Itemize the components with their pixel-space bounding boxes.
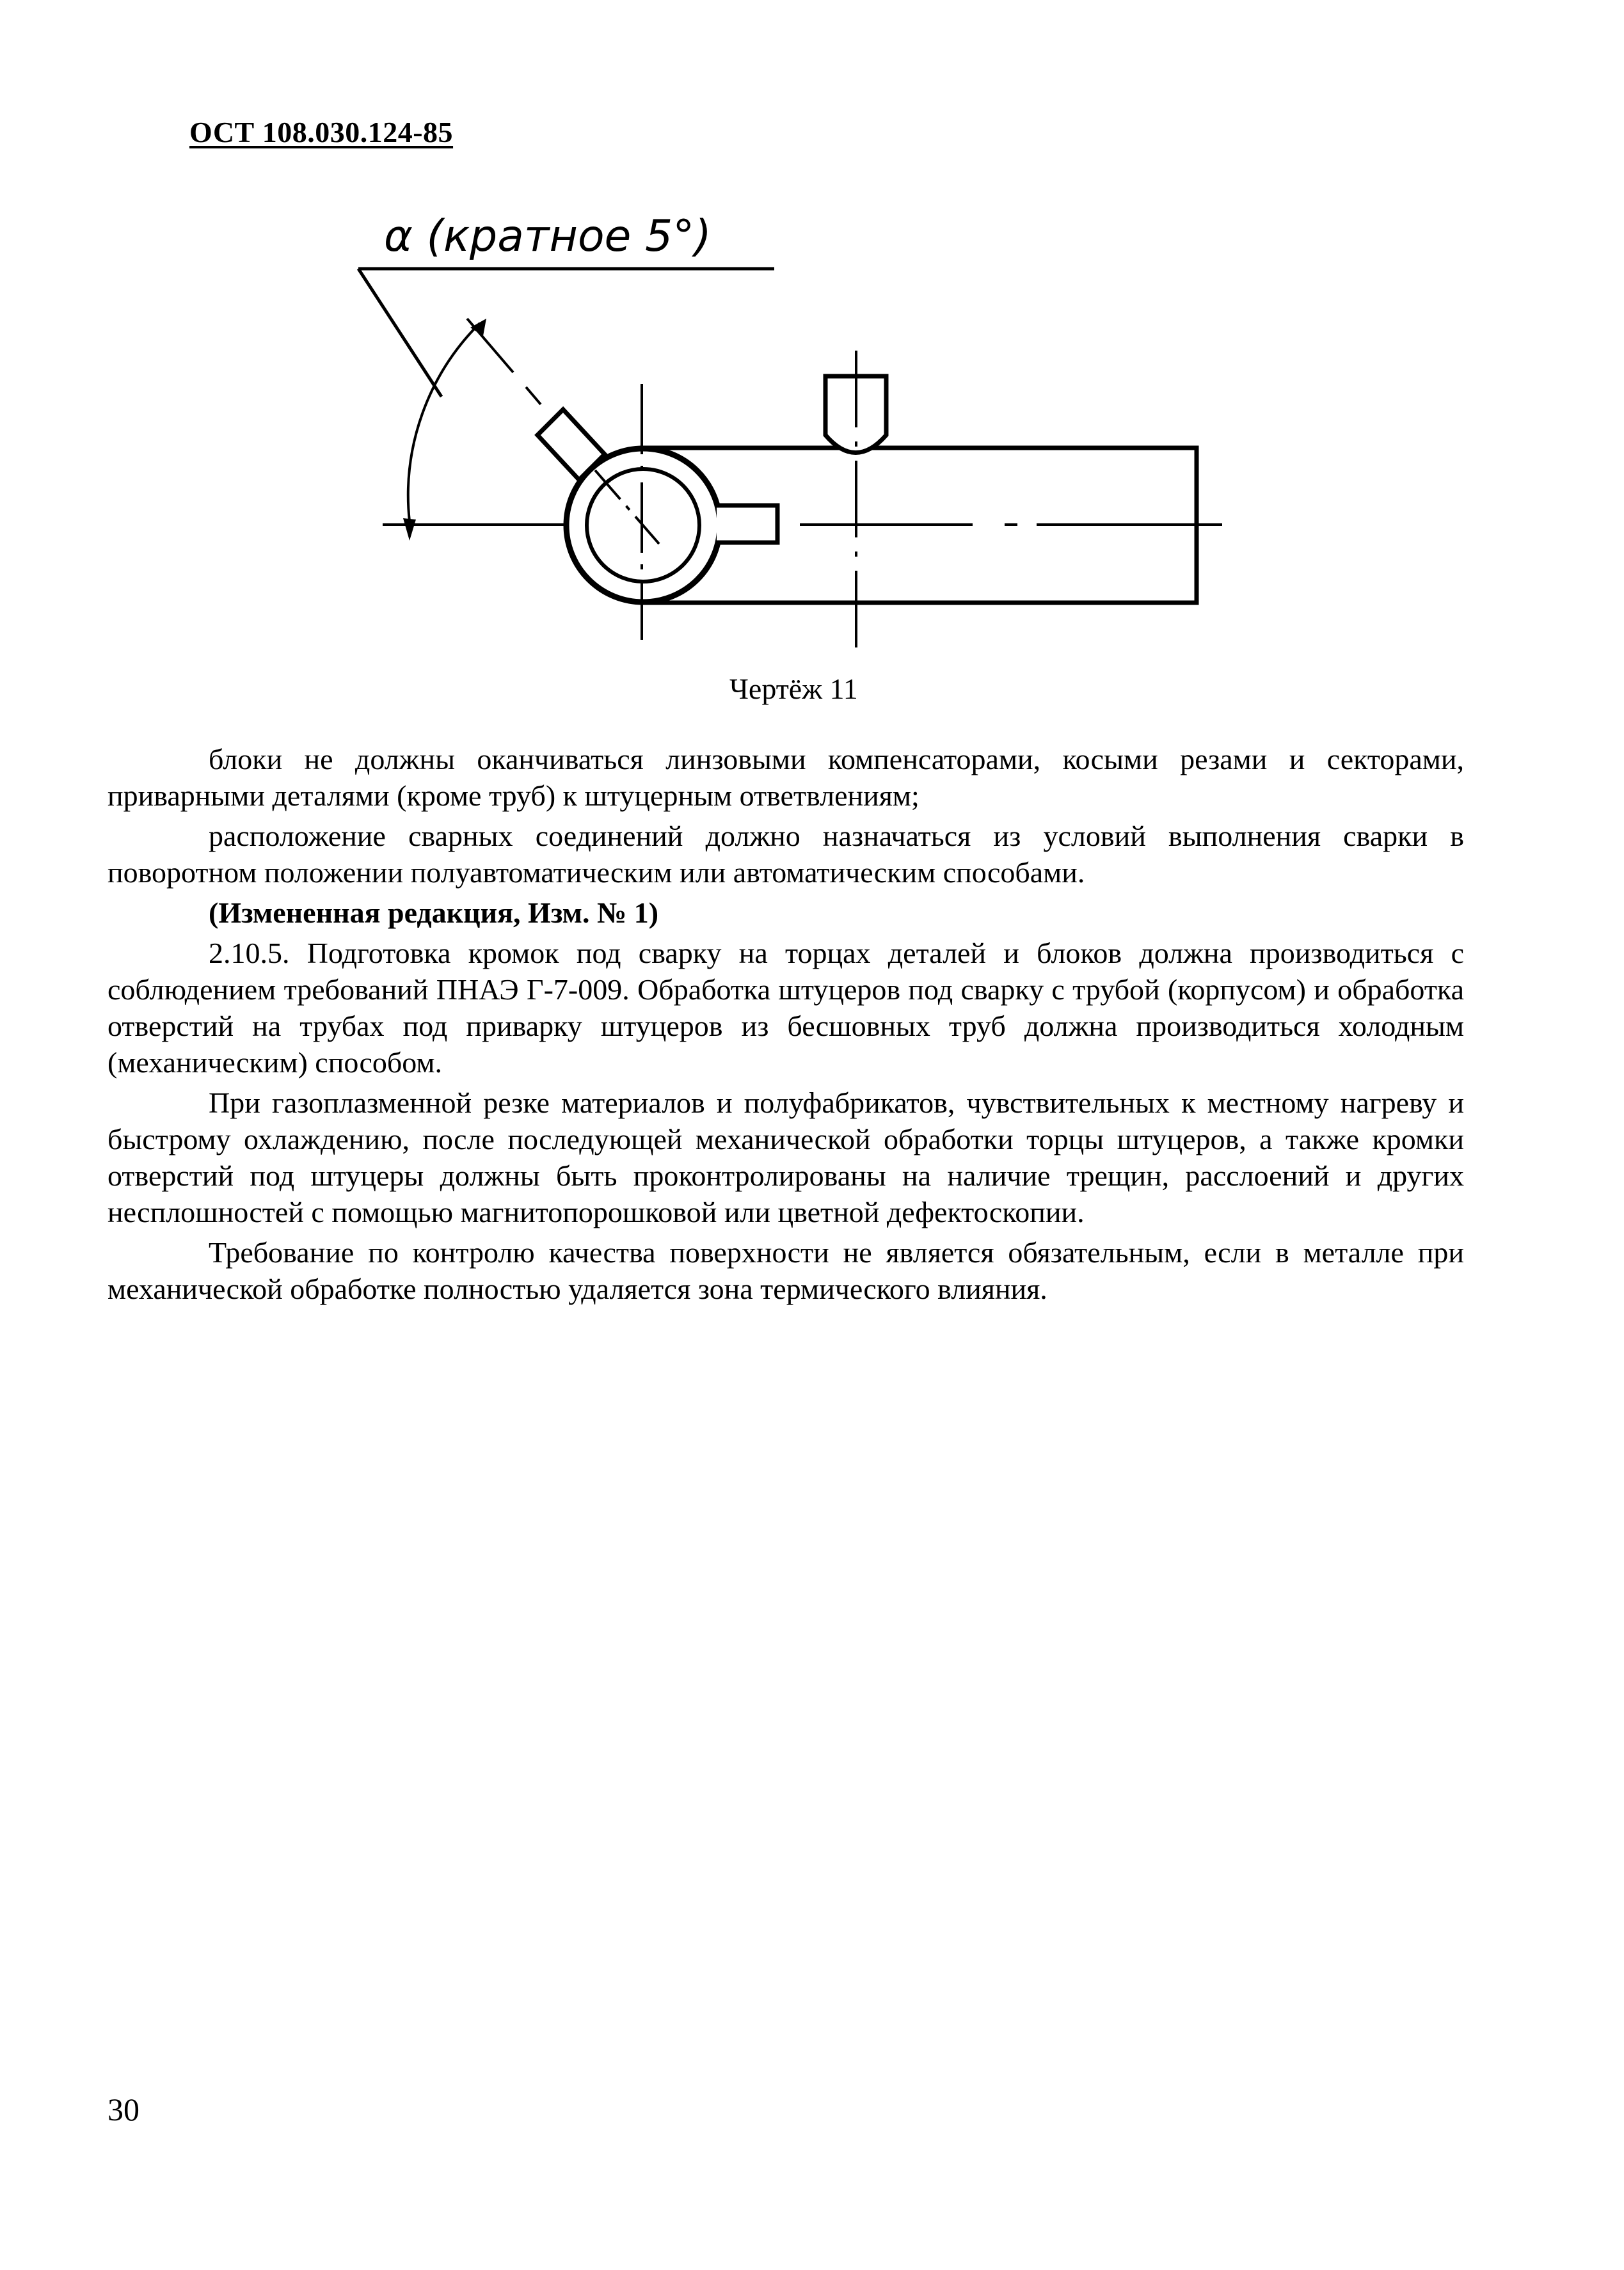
leader-line xyxy=(358,269,442,397)
document-code: ОСТ 108.030.124-85 xyxy=(189,116,454,148)
body-text xyxy=(107,741,1464,1311)
page-number: 30 xyxy=(107,2091,139,2127)
paragraph: блоки не должны оканчиваться линзовыми компенсаторами, косыми резами и секторами, приварными деталями (кроме труб) к штуцерным ответвлениям; xyxy=(107,743,1464,812)
angle-label: α (кратное 5°) xyxy=(384,211,712,262)
paragraph: Требование по контролю качества поверхности не является обязательным, если в металле при механической обработке полностью удаляется зона термического влияния. xyxy=(107,1236,1464,1305)
side-nozzle xyxy=(717,505,777,543)
inclined-centerline-mid xyxy=(526,387,541,404)
technical-drawing xyxy=(0,0,1624,704)
amendment-note: (Измененная редакция, Изм. № 1) xyxy=(209,896,659,929)
angle-arc xyxy=(408,323,480,521)
inclined-centerline-top xyxy=(467,319,513,372)
figure-caption: Чертёж 11 xyxy=(729,672,858,705)
arc-arrow-bottom xyxy=(403,518,416,541)
paragraph: При газоплазменной резке материалов и полуфабрикатов, чувствительных к местному нагреву и быстрому охлаждению, после последующей механической обработки торцы штуцеров, а также кромки отверстий под штуцеры должны быть проконтролированы на наличие трещин, расслоений и других несплошностей с помощью магнитопорошковой или цветной дефектоскопии. xyxy=(107,1086,1464,1228)
paragraph: расположение сварных соединений должно назначаться из условий выполнения сварки в поворотном положении полуавтоматическим или автоматическим способами. xyxy=(107,820,1464,889)
paragraph: 2.10.5. Подготовка кромок под сварку на торцах деталей и блоков должна производиться с соблюдением требований ПНАЭ Г-7-009. Обработка штуцеров под сварку с трубой (корпусом) и обработка отверстий на трубах под приварку штуцеров из бесшовных труб должна производиться холодным (механическим) способом. xyxy=(107,937,1464,1079)
